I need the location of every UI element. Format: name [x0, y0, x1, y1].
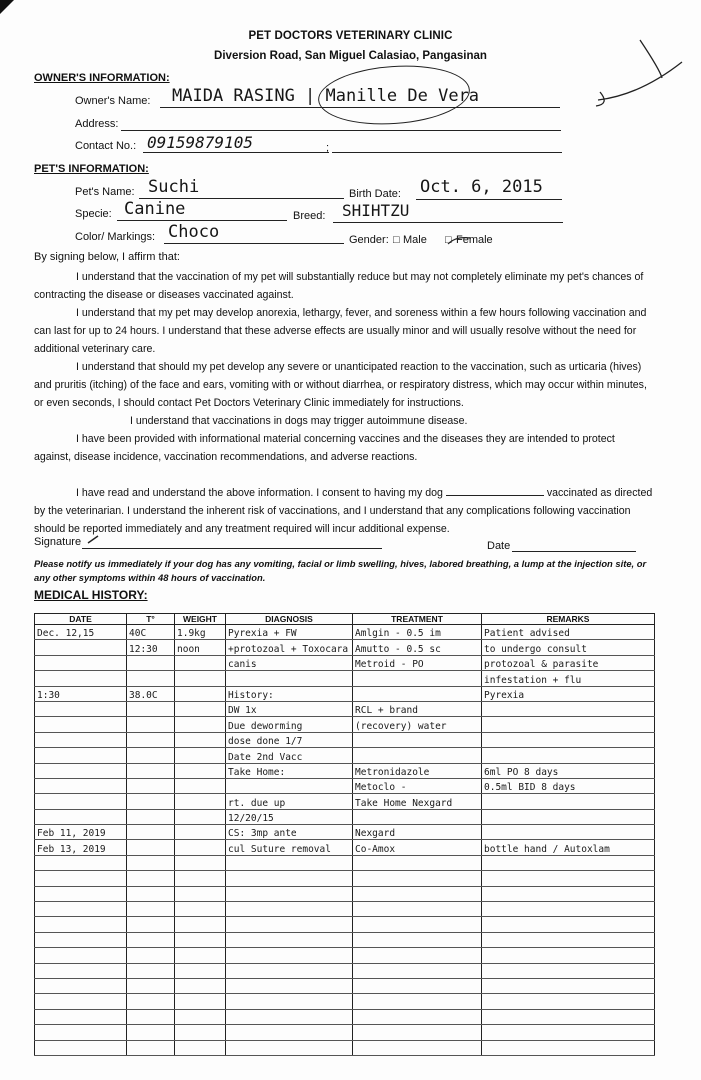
table-cell[interactable]: canis: [226, 655, 353, 670]
table-cell[interactable]: Date 2nd Vacc: [226, 748, 353, 763]
species-value[interactable]: Canine: [124, 199, 186, 219]
column-header: DATE: [35, 614, 127, 625]
table-cell[interactable]: noon: [175, 640, 226, 655]
table-cell[interactable]: cul Suture removal: [226, 840, 353, 855]
table-cell[interactable]: History:: [226, 686, 353, 701]
color-value[interactable]: Choco: [168, 222, 220, 242]
owner-name-value[interactable]: MAIDA RASING | Manille De Vera: [172, 86, 480, 106]
signature-label: Signature: [34, 536, 82, 548]
female-check-stroke: [448, 238, 470, 244]
signature-tick: [88, 536, 98, 543]
table-cell[interactable]: 6ml PO 8 days: [482, 763, 655, 778]
table-cell[interactable]: Take Home:: [226, 763, 353, 778]
clinic-address: Diversion Road, San Miguel Calasiao, Pangasinan: [214, 50, 487, 62]
table-cell[interactable]: 40C: [127, 625, 175, 640]
table-cell[interactable]: rt. due up: [226, 794, 353, 809]
consent-paragraph-1: I understand that the vaccination of my pet will substantially reduce but may not completely eliminate my pet's chances of contracting the disease or diseases vaccinated against.: [34, 271, 644, 301]
table-cell[interactable]: Due deworming: [226, 717, 353, 732]
birth-date-label: Birth Date:: [349, 188, 401, 200]
table-cell[interactable]: 12/20/15: [226, 809, 353, 824]
table-cell[interactable]: Metoclo -: [353, 778, 482, 793]
clinic-name: PET DOCTORS VETERINARY CLINIC: [248, 30, 453, 42]
column-header: DIAGNOSIS: [226, 614, 353, 625]
pet-name-label: Pet's Name:: [75, 186, 135, 198]
table-cell[interactable]: protozoal & parasite: [482, 655, 655, 670]
column-header: TREATMENT: [353, 614, 482, 625]
birth-date-value[interactable]: Oct. 6, 2015: [420, 177, 543, 197]
table-cell[interactable]: Take Home Nexgard: [353, 794, 482, 809]
address-label: Address:: [75, 118, 119, 130]
table-cell[interactable]: RCL + brand: [353, 701, 482, 716]
check-mark-scribble: [596, 40, 682, 106]
consent-paragraph-2: I understand that my pet may develop anorexia, lethargy, fever, and soreness within a few hours following vaccination and can last for up to 24 hours. I understand that these adverse effects are usually minor and will usually resolve without the need for additional veterinary care.: [34, 307, 647, 355]
table-cell[interactable]: Patient advised: [482, 625, 655, 640]
contact-value[interactable]: 09159879105: [147, 133, 253, 152]
table-cell[interactable]: 12:30: [127, 640, 175, 655]
gender-female-checkbox[interactable]: □: [445, 234, 452, 246]
table-cell[interactable]: Dec. 12,15: [35, 625, 127, 640]
gender-female-label: Female: [456, 234, 493, 246]
consent-intro: By signing below, I affirm that:: [34, 251, 180, 263]
pet-section-title: PET'S INFORMATION:: [34, 163, 149, 175]
table-cell[interactable]: bottle hand / Autoxlam: [482, 840, 655, 855]
column-header: WEIGHT: [175, 614, 226, 625]
table-cell[interactable]: CS: 3mp ante: [226, 825, 353, 840]
table-cell[interactable]: 1:30: [35, 686, 127, 701]
breed-label: Breed:: [293, 210, 326, 222]
owner-name-label: Owner's Name:: [75, 95, 151, 107]
table-cell[interactable]: 1.9kg: [175, 625, 226, 640]
table-cell[interactable]: Co-Amox: [353, 840, 482, 855]
table-cell[interactable]: Metronidazole: [353, 763, 482, 778]
consent-paragraph-3: I understand that should my pet develop any severe or unanticipated reaction to the vaccination, such as urticaria (hives) and pruritis (itching) of the face and ears, vomiting with or without diarrhea, or respiratory distress, which may occur within minutes, or even seconds, I should contact Pet Doctors Veterinary Clinic immediately for instructions.: [34, 361, 647, 409]
consent-paragraph-5: I have been provided with informational material concerning vaccines and the diseases they are intended to protect against, disease incidence, vaccination recommendations, and adverse reactions.: [34, 433, 615, 463]
breed-value[interactable]: SHIHTZU: [342, 201, 410, 220]
veterinary-form-page: PET DOCTORS VETERINARY CLINIC Diversion Road, San Miguel Calasiao, Pangasinan OWNER'S INFORMATION: Owner's Name: MAIDA RASING | Manille De Vera Address: Contact No.: ; 09159879105 PET'S INFORMATION: Pet's Name: Suchi Birth Date: Oct. 6, 2015 Specie: Canine Breed: SHIHTZU Color/ Markings: Choco Gender: □ Male □ Female By signing below, I affirm that: I understand that the vaccination of my pet will substantially reduce but may not completely eliminate my pet's chances of contracting the disease or diseases vaccinated against. I understand that my pet may develop anorexia, lethargy, fever, and soreness within a few hours following vaccination and can last for up to 24 hours. I understand that these adverse effects are usually minor and will usually resolve without the need for additional veterinary care. I understand that should my pet develop any severe or unanticipated reaction to the vaccination, such as urticaria (hives) and pruritis (itching) of the face and ears, vomiting with or without diarrhea, or respiratory distress, which may occur within minutes, or even seconds, I should contact Pet Doctors Veterinary Clinic immediately for instructions. I understand that vaccinations in dogs may trigger autoimmune disease. I have been provided with informational material concerning vaccines and the diseases they are intended to protect against, disease incidence, vaccination recommendations, and adverse reactions. I have read and understand the above information. I consent to having my dog vaccinated as directed by the veterinarian. I understand the inherent risk of vaccinations, and I understand that any complications following vaccination should be reported immediately and any treatment required will incur additional expense. Signature Date Please notify us immediately if your dog has any vomiting, facial or limb swelling, hives, labored breathing, a lump at the injection site, or any other symptoms within 48 hours of vaccination. MEDICAL HISTORY: DATE T° WEIGHT DIAGNOSIS TREATMENT REMARKS Dec. 12,15 40C 1.9kg Pyrexia + FW Amlgin - 0.5 im Patient advised 12:30 noon +protozoal + Toxocara Amutto - 0.5 sc to undergo consult canis Metroid - PO protozoal & parasite infestation + flu 1:30 38.0C History: Pyrexia DW 1x RCL + brand Due deworming (recovery) water dose done 1/7 Date 2nd Vacc Take Home: Metronidazole 6ml PO 8 days Metoclo - 0.5ml BID 8 days rt. due up Take Home Nexgard 12/20/15 Feb 11, 2019 CS: 3mp ante Nexgard Feb 13, 2019 cul Suture removal Co-Amox bottle hand / Autoxlam: [0, 0, 701, 1080]
color-label: Color/ Markings:: [75, 231, 156, 243]
table-cell[interactable]: Pyrexia: [482, 686, 655, 701]
gender-male-checkbox[interactable]: □: [393, 234, 400, 246]
consent-paragraph-6b: vaccinated as directed by the veterinarian. I understand the inherent risk of vaccinations, and I understand that any complications following vaccination should be reported immediately and any treatment required will incur additional expense.: [34, 487, 653, 535]
table-cell[interactable]: (recovery) water: [353, 717, 482, 732]
owner-section-title: OWNER'S INFORMATION:: [34, 72, 170, 84]
consent-paragraph-4: I understand that vaccinations in dogs may trigger autoimmune disease.: [130, 415, 468, 427]
table-cell[interactable]: Nexgard: [353, 825, 482, 840]
table-cell[interactable]: +protozoal + Toxocara: [226, 640, 353, 655]
table-cell[interactable]: Feb 13, 2019: [35, 840, 127, 855]
table-cell[interactable]: to undergo consult: [482, 640, 655, 655]
pet-name-value[interactable]: Suchi: [148, 177, 200, 197]
table-cell[interactable]: DW 1x: [226, 701, 353, 716]
contact-label: Contact No.:: [75, 140, 137, 152]
table-cell[interactable]: dose done 1/7: [226, 732, 353, 747]
table-cell[interactable]: Pyrexia + FW: [226, 625, 353, 640]
table-cell[interactable]: Metroid - PO: [353, 655, 482, 670]
table-cell[interactable]: Amutto - 0.5 sc: [353, 640, 482, 655]
medical-history-title: MEDICAL HISTORY:: [34, 588, 148, 602]
consent-paragraph-6a: I have read and understand the above information. I consent to having my dog: [76, 487, 443, 499]
table-cell[interactable]: 0.5ml BID 8 days: [482, 778, 655, 793]
notice-text: Please notify us immediately if your dog has any vomiting, facial or limb swelling, hives, labored breathing, a lump at the injection site, or any other symptoms within 48 hours of vaccination.: [34, 558, 647, 583]
species-label: Specie:: [75, 208, 112, 220]
table-cell[interactable]: Amlgin - 0.5 im: [353, 625, 482, 640]
table-cell[interactable]: Feb 11, 2019: [35, 825, 127, 840]
table-cell[interactable]: infestation + flu: [482, 671, 655, 686]
date-label: Date: [487, 540, 511, 552]
gender-label: Gender:: [349, 234, 389, 246]
column-header: T°: [127, 614, 175, 625]
table-cell[interactable]: 38.0C: [127, 686, 175, 701]
column-header: REMARKS: [482, 614, 655, 625]
gender-male-label: Male: [403, 234, 427, 246]
